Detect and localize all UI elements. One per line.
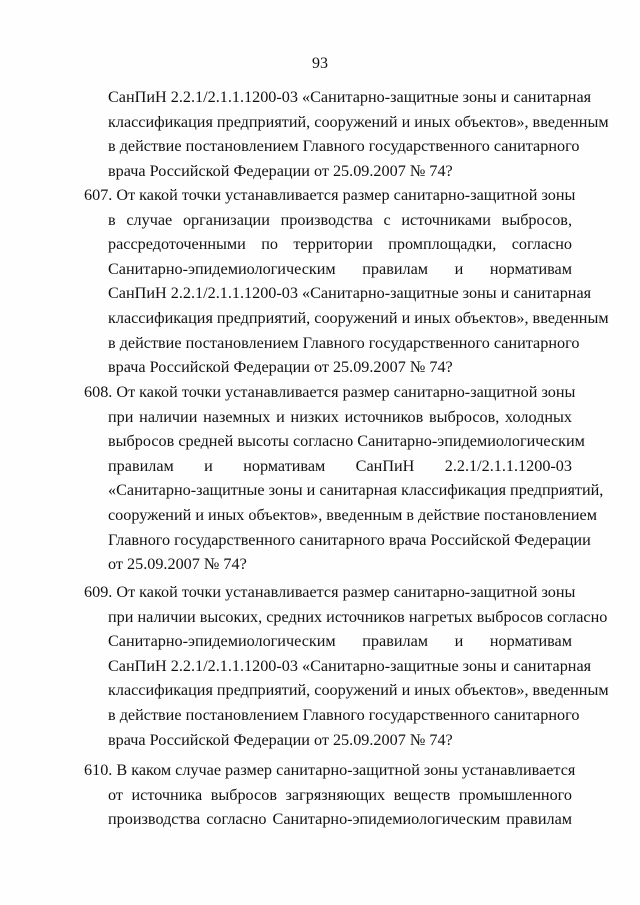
text-line: сооружений и иных объектов», введенным в действие постановлением [108, 506, 597, 524]
question-number: 610. [84, 761, 113, 779]
text-line: рассредоточенными по территории промплощадки, согласно [108, 235, 572, 254]
question-number: 607. [84, 186, 113, 204]
text-line: от источника выбросов загрязняющих веществ промышленного [108, 785, 572, 804]
text-line: СанПиН 2.2.1/2.1.1.1200-03 «Санитарно-защитные зоны и санитарная [108, 656, 592, 675]
text-line: от 25.09.2007 № 74? [108, 555, 247, 574]
text-line: От какой точки устанавливается размер санитарно-защитной зоны [116, 583, 576, 601]
text-line: классификация предприятий, сооружений и иных объектов», введенным [108, 309, 609, 327]
text-line: В каком случае размер санитарно-защитной зоны устанавливается [116, 761, 576, 779]
question-first-line [84, 580, 576, 605]
text-line: при наличии наземных и низких источников выбросов, холодных [108, 407, 572, 426]
text-line: в действие постановлением Главного государственного санитарного [108, 137, 580, 156]
text-line: «Санитарно-защитные зоны и санитарная классификация предприятий, [108, 481, 604, 500]
text-line: СанПиН 2.2.1/2.1.1.1200-03 «Санитарно-защитные зоны и санитарная [108, 88, 592, 106]
text-line: при наличии высоких, средних источников нагретых выбросов согласно [108, 607, 608, 626]
question-first-line [84, 758, 576, 783]
text-line: правилам и нормативам СанПиН 2.2.1/2.1.1.1200-03 [108, 456, 572, 475]
text-line: СанПиН 2.2.1/2.1.1.1200-03 «Санитарно-защитные зоны и санитарная [108, 284, 592, 303]
question-number: 608. [84, 383, 113, 401]
page-number: 93 [312, 55, 328, 72]
text-line: Главного государственного санитарного врача Российской Федерации [108, 530, 591, 549]
text-line: в случае организации производства с источниками выбросов, [108, 210, 572, 229]
question-first-line [84, 380, 576, 405]
text-line: Санитарно-эпидемиологическим правилам и нормативам [108, 632, 572, 651]
text-line: Санитарно-эпидемиологическим правилам и нормативам [108, 259, 572, 278]
text-line: От какой точки устанавливается размер санитарно-защитной зоны [116, 383, 576, 401]
text-line: классификация предприятий, сооружений и иных объектов», введенным [108, 681, 609, 700]
text-line: врача Российской Федерации от 25.09.2007 № 74? [108, 161, 453, 180]
text-line: выбросов средней высоты согласно Санитарно-эпидемиологическим [108, 432, 585, 451]
question-first-line [84, 183, 576, 208]
text-line: врача Российской Федерации от 25.09.2007 № 74? [108, 358, 453, 377]
text-line: в действие постановлением Главного государственного санитарного [108, 333, 580, 352]
text-line: производства согласно Санитарно-эпидемиологическим правилам [108, 810, 572, 829]
text-line: врача Российской Федерации от 25.09.2007 № 74? [108, 730, 453, 749]
text-line: классификация предприятий, сооружений и иных объектов», введенным [108, 112, 609, 131]
text-line: От какой точки устанавливается размер санитарно-защитной зоны [116, 186, 576, 204]
question-number: 609. [84, 583, 113, 601]
text-line: в действие постановлением Главного государственного санитарного [108, 706, 580, 724]
